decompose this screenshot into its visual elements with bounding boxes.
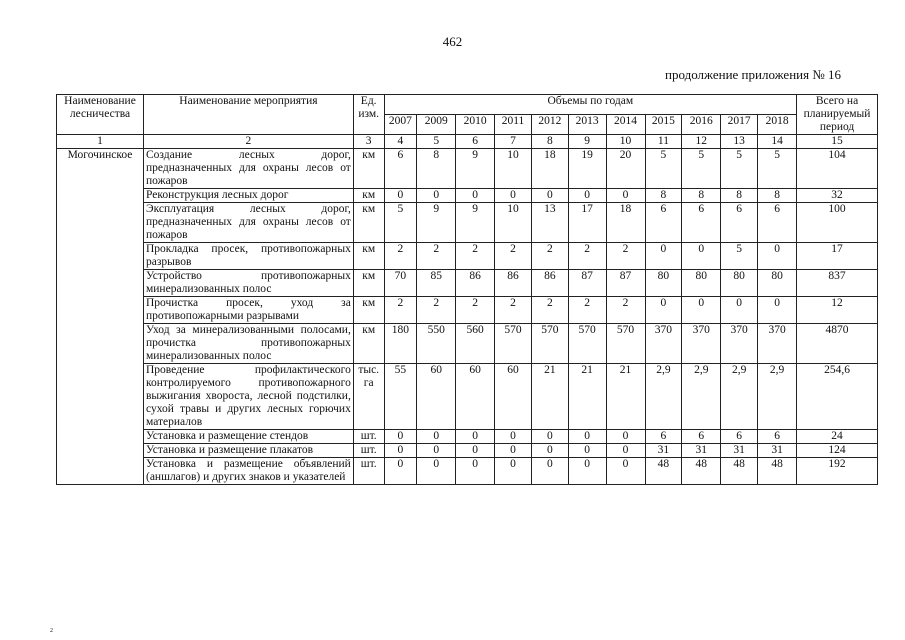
- total-value: 4870: [797, 324, 878, 364]
- year-value: 6: [645, 430, 682, 444]
- year-value: 31: [721, 444, 758, 458]
- table-row: [57, 444, 878, 458]
- year-value: 17: [568, 203, 606, 243]
- total-value: 12: [797, 297, 878, 324]
- unit-cell: км: [353, 189, 384, 203]
- header-activity: Наименование мероприятия: [144, 95, 354, 135]
- unit-cell: км: [353, 270, 384, 297]
- footnote-mark: 2: [50, 628, 53, 634]
- unit-cell: км: [353, 203, 384, 243]
- forestry-name: Могочинское: [57, 149, 144, 485]
- table-row: [57, 324, 878, 364]
- column-number: 5: [417, 135, 456, 149]
- table-row: [57, 458, 878, 485]
- column-number: 1: [57, 135, 144, 149]
- header-volumes: Объемы по годам: [384, 95, 797, 115]
- activity-name: Установка и размещение стендов: [144, 430, 354, 444]
- year-value: 60: [456, 364, 495, 430]
- header-unit: Ед. изм.: [353, 95, 384, 135]
- table-row: [57, 297, 878, 324]
- column-number: 8: [531, 135, 568, 149]
- year-value: 0: [384, 458, 417, 485]
- unit-cell: тыс. га: [353, 364, 384, 430]
- year-value: 2: [456, 243, 495, 270]
- year-value: 87: [568, 270, 606, 297]
- year-value: 60: [417, 364, 456, 430]
- unit-cell: км: [353, 324, 384, 364]
- year-value: 31: [682, 444, 721, 458]
- unit-cell: шт.: [353, 458, 384, 485]
- table-row: [57, 364, 878, 430]
- year-value: 2,9: [721, 364, 758, 430]
- table-row: [57, 203, 878, 243]
- column-number: 7: [495, 135, 532, 149]
- year-value: 0: [568, 189, 606, 203]
- unit-cell: км: [353, 243, 384, 270]
- header-year: 2013: [568, 115, 606, 135]
- year-value: 0: [682, 243, 721, 270]
- year-value: 0: [606, 444, 645, 458]
- year-value: 5: [721, 149, 758, 189]
- column-number: 11: [645, 135, 682, 149]
- activity-name: Эксплуатация лесных дорог, предназначенных для охраны лесов от пожаров: [144, 203, 354, 243]
- year-value: 2: [495, 243, 532, 270]
- year-value: 80: [682, 270, 721, 297]
- total-value: 24: [797, 430, 878, 444]
- year-value: 8: [645, 189, 682, 203]
- column-number: 12: [682, 135, 721, 149]
- continuation-note: продолжение приложения № 16: [665, 67, 841, 82]
- year-value: 6: [758, 430, 797, 444]
- year-value: 2: [495, 297, 532, 324]
- activity-name: Реконструкция лесных дорог: [144, 189, 354, 203]
- year-value: 0: [606, 458, 645, 485]
- year-value: 9: [456, 203, 495, 243]
- table-row: [57, 189, 878, 203]
- year-value: 0: [531, 444, 568, 458]
- total-value: 124: [797, 444, 878, 458]
- header-row-1: [57, 95, 878, 115]
- year-value: 21: [606, 364, 645, 430]
- year-value: 0: [568, 430, 606, 444]
- year-value: 2: [384, 243, 417, 270]
- year-value: 80: [645, 270, 682, 297]
- year-value: 31: [645, 444, 682, 458]
- column-number: 15: [797, 135, 878, 149]
- column-number: 6: [456, 135, 495, 149]
- year-value: 2,9: [758, 364, 797, 430]
- year-value: 0: [417, 189, 456, 203]
- table-row: [57, 149, 878, 189]
- header-year: 2009: [417, 115, 456, 135]
- header-year: 2016: [682, 115, 721, 135]
- activity-name: Прочистка просек, уход за противопожарными разрывами: [144, 297, 354, 324]
- year-value: 2: [606, 243, 645, 270]
- year-value: 0: [531, 189, 568, 203]
- year-value: 21: [531, 364, 568, 430]
- year-value: 80: [758, 270, 797, 297]
- year-value: 0: [456, 458, 495, 485]
- table-row: [57, 243, 878, 270]
- year-value: 86: [456, 270, 495, 297]
- year-value: 6: [721, 430, 758, 444]
- total-value: 254,6: [797, 364, 878, 430]
- year-value: 5: [682, 149, 721, 189]
- year-value: 0: [682, 297, 721, 324]
- year-value: 0: [531, 430, 568, 444]
- year-value: 0: [645, 297, 682, 324]
- unit-cell: км: [353, 149, 384, 189]
- year-value: 60: [495, 364, 532, 430]
- activity-name: Уход за минерализованными полосами, прочистка противопожарных минерализованных полос: [144, 324, 354, 364]
- year-value: 21: [568, 364, 606, 430]
- column-number: 9: [568, 135, 606, 149]
- table-row: [57, 430, 878, 444]
- column-number: 14: [758, 135, 797, 149]
- year-value: 570: [606, 324, 645, 364]
- year-value: 8: [721, 189, 758, 203]
- unit-cell: шт.: [353, 444, 384, 458]
- column-numbers-row: [57, 135, 878, 149]
- year-value: 0: [456, 189, 495, 203]
- activity-name: Установка и размещение объявлений (аншлагов) и других знаков и указателей: [144, 458, 354, 485]
- year-value: 0: [758, 243, 797, 270]
- year-value: 0: [495, 430, 532, 444]
- year-value: 2: [568, 297, 606, 324]
- year-value: 31: [758, 444, 797, 458]
- year-value: 18: [531, 149, 568, 189]
- total-value: 100: [797, 203, 878, 243]
- year-value: 2: [417, 297, 456, 324]
- year-value: 8: [758, 189, 797, 203]
- year-value: 0: [645, 243, 682, 270]
- year-value: 0: [568, 444, 606, 458]
- year-value: 5: [721, 243, 758, 270]
- column-number: 4: [384, 135, 417, 149]
- year-value: 0: [417, 458, 456, 485]
- total-value: 837: [797, 270, 878, 297]
- activity-name: Проведение профилактического контролируемого противопожарного выжигания хвороста, лесной подстилки, сухой травы и других лесных горючих материалов: [144, 364, 354, 430]
- unit-cell: шт.: [353, 430, 384, 444]
- year-value: 19: [568, 149, 606, 189]
- year-value: 2: [568, 243, 606, 270]
- year-value: 10: [495, 149, 532, 189]
- year-value: 570: [568, 324, 606, 364]
- year-value: 0: [456, 430, 495, 444]
- year-value: 5: [758, 149, 797, 189]
- year-value: 6: [758, 203, 797, 243]
- year-value: 0: [606, 430, 645, 444]
- year-value: 2,9: [645, 364, 682, 430]
- year-value: 9: [456, 149, 495, 189]
- year-value: 8: [682, 189, 721, 203]
- year-value: 0: [417, 444, 456, 458]
- year-value: 85: [417, 270, 456, 297]
- year-value: 570: [531, 324, 568, 364]
- year-value: 370: [645, 324, 682, 364]
- year-value: 48: [758, 458, 797, 485]
- activity-name: Создание лесных дорог, предназначенных для охраны лесов от пожаров: [144, 149, 354, 189]
- year-value: 2: [417, 243, 456, 270]
- year-value: 10: [495, 203, 532, 243]
- year-value: 0: [384, 189, 417, 203]
- header-year: 2007: [384, 115, 417, 135]
- header-year: 2011: [495, 115, 532, 135]
- year-value: 48: [645, 458, 682, 485]
- column-number: 3: [353, 135, 384, 149]
- year-value: 0: [495, 458, 532, 485]
- total-value: 192: [797, 458, 878, 485]
- year-value: 87: [606, 270, 645, 297]
- year-value: 48: [682, 458, 721, 485]
- page-number: 462: [442, 34, 463, 49]
- column-number: 13: [721, 135, 758, 149]
- header-total: Всего на планируемый период: [797, 95, 878, 135]
- year-value: 370: [682, 324, 721, 364]
- year-value: 0: [568, 458, 606, 485]
- unit-cell: км: [353, 297, 384, 324]
- year-value: 18: [606, 203, 645, 243]
- year-value: 550: [417, 324, 456, 364]
- table-row: [57, 270, 878, 297]
- year-value: 86: [495, 270, 532, 297]
- year-value: 2: [384, 297, 417, 324]
- total-value: 32: [797, 189, 878, 203]
- year-value: 0: [456, 444, 495, 458]
- year-value: 55: [384, 364, 417, 430]
- header-year: 2015: [645, 115, 682, 135]
- header-forestry: Наименование лесничества: [57, 95, 144, 135]
- header-year: 2017: [721, 115, 758, 135]
- year-value: 0: [495, 189, 532, 203]
- year-value: 370: [758, 324, 797, 364]
- header-year: 2010: [456, 115, 495, 135]
- year-value: 560: [456, 324, 495, 364]
- year-value: 6: [384, 149, 417, 189]
- year-value: 2: [456, 297, 495, 324]
- header-year: 2018: [758, 115, 797, 135]
- year-value: 6: [682, 430, 721, 444]
- year-value: 48: [721, 458, 758, 485]
- year-value: 0: [384, 430, 417, 444]
- year-value: 2: [531, 297, 568, 324]
- header-year: 2014: [606, 115, 645, 135]
- year-value: 6: [682, 203, 721, 243]
- year-value: 5: [645, 149, 682, 189]
- year-value: 6: [721, 203, 758, 243]
- year-value: 80: [721, 270, 758, 297]
- year-value: 0: [606, 189, 645, 203]
- year-value: 0: [384, 444, 417, 458]
- column-number: 10: [606, 135, 645, 149]
- year-value: 20: [606, 149, 645, 189]
- total-value: 104: [797, 149, 878, 189]
- year-value: 13: [531, 203, 568, 243]
- header-year: 2012: [531, 115, 568, 135]
- year-value: 70: [384, 270, 417, 297]
- year-value: 8: [417, 149, 456, 189]
- year-value: 2: [606, 297, 645, 324]
- year-value: 6: [645, 203, 682, 243]
- table-body: [57, 149, 878, 485]
- year-value: 180: [384, 324, 417, 364]
- year-value: 86: [531, 270, 568, 297]
- year-value: 5: [384, 203, 417, 243]
- total-value: 17: [797, 243, 878, 270]
- year-value: 0: [495, 444, 532, 458]
- year-value: 0: [417, 430, 456, 444]
- year-value: 0: [721, 297, 758, 324]
- year-value: 2: [531, 243, 568, 270]
- activity-name: Устройство противопожарных минерализованных полос: [144, 270, 354, 297]
- column-number: 2: [144, 135, 354, 149]
- year-value: 0: [531, 458, 568, 485]
- year-value: 370: [721, 324, 758, 364]
- activity-name: Установка и размещение плакатов: [144, 444, 354, 458]
- year-value: 2,9: [682, 364, 721, 430]
- forest-protection-table: [56, 94, 878, 485]
- year-value: 570: [495, 324, 532, 364]
- year-value: 9: [417, 203, 456, 243]
- year-value: 0: [758, 297, 797, 324]
- activity-name: Прокладка просек, противопожарных разрывов: [144, 243, 354, 270]
